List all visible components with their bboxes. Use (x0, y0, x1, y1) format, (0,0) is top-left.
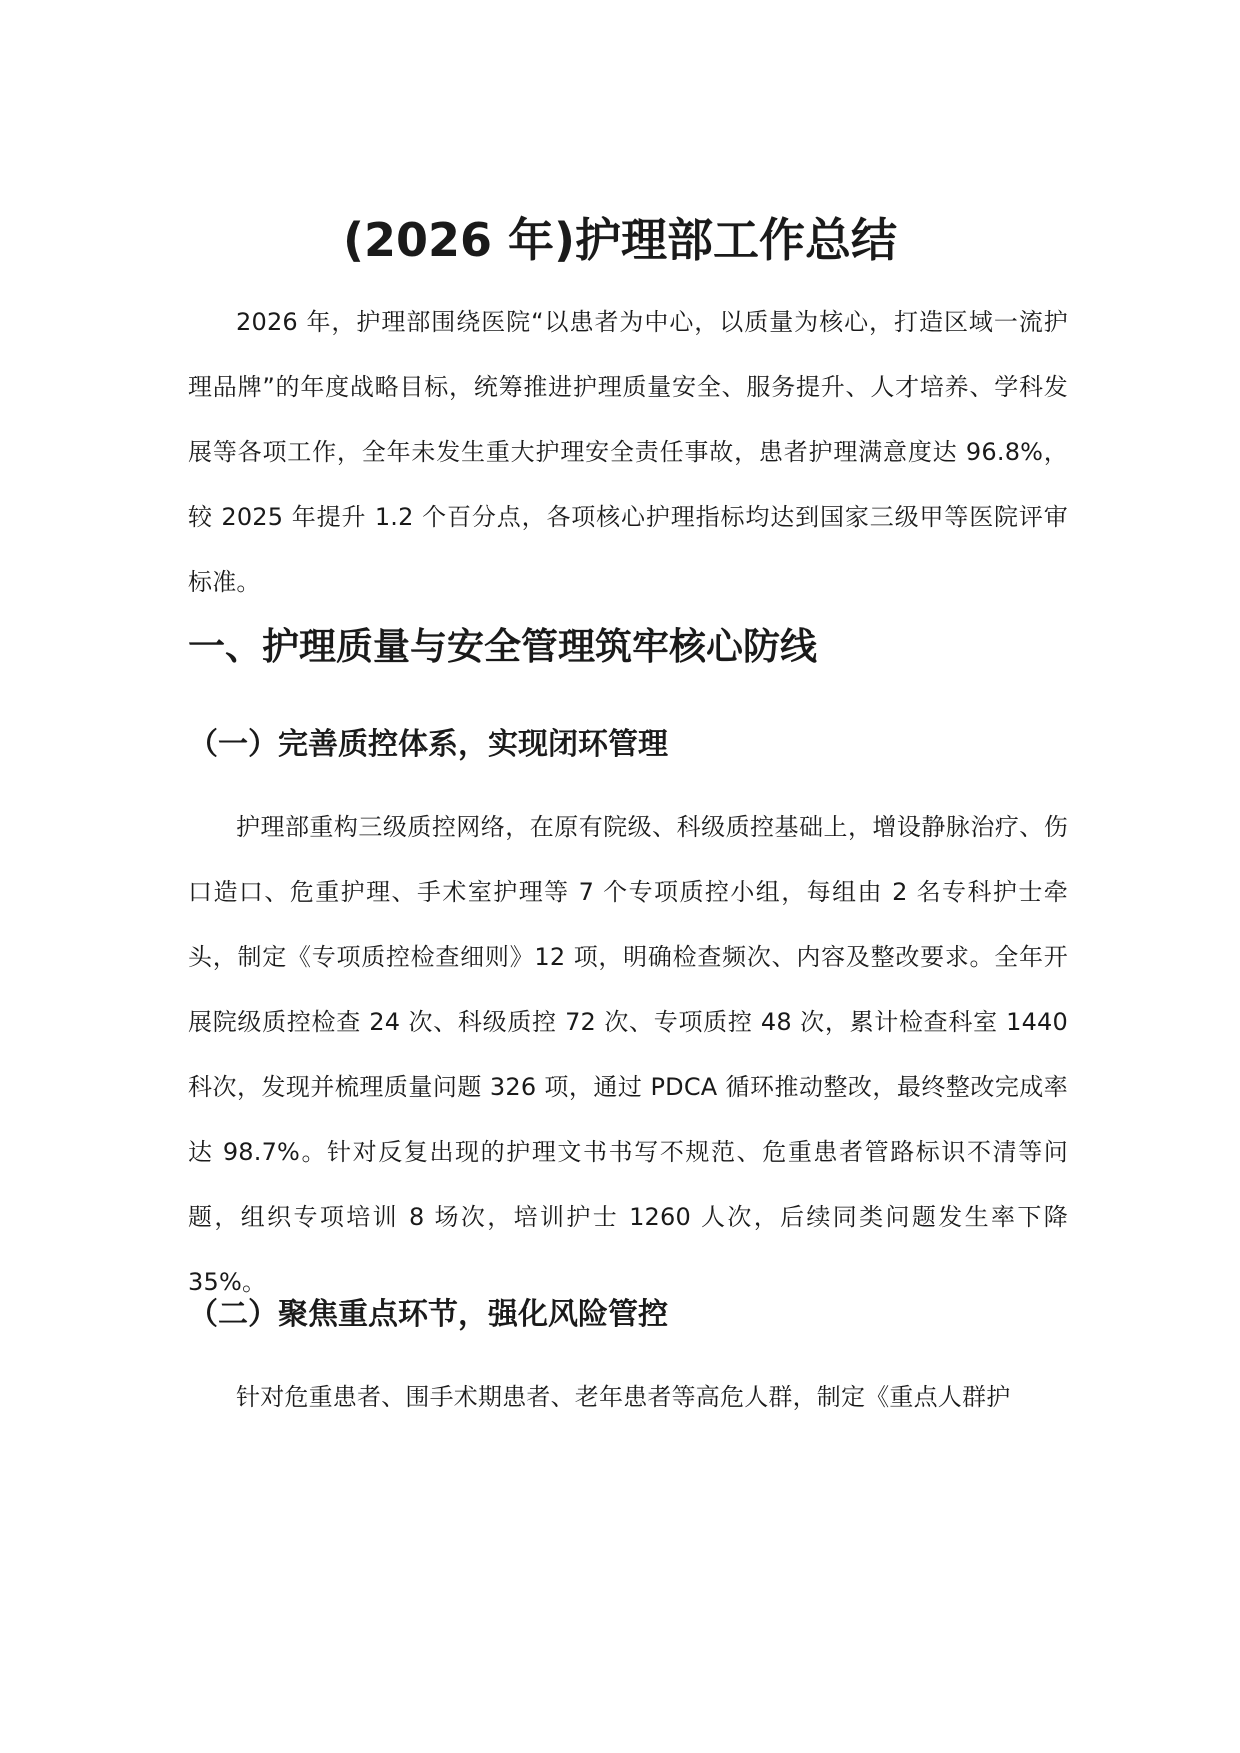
document-title: (2026 年)护理部工作总结 (342, 213, 898, 267)
intro-paragraph: 2026 年，护理部围绕医院“以患者为中心，以质量为核心，打造区域一流护理品牌”的年度战略目标，统筹推进护理质量安全、服务提升、人才培养、学科发展等各项工作，全年未发生重大护理安全责任事故，患者护理满意度达 96.8%，较 2025 年提升 1.2 个百分点，各项核心护理指标均达到国家三级甲等医院评审标准。 (188, 308, 1068, 596)
section-heading-quality-safety: 一、护理质量与安全管理筑牢核心防线 (188, 625, 817, 668)
subsection-heading-risk-control: （二）聚焦重点环节，强化风险管控 (188, 1297, 668, 1332)
subsection-heading-quality-control: （一）完善质控体系，实现闭环管理 (188, 727, 668, 762)
quality-control-paragraph: 护理部重构三级质控网络，在原有院级、科级质控基础上，增设静脉治疗、伤口造口、危重护理、手术室护理等 7 个专项质控小组，每组由 2 名专科护士牵头，制定《专项质控检查细则》12 项，明确检查频次、内容及整改要求。全年开展院级质控检查 24 次、科级质控 72 次、专项质控 48 次，累计检查科室 1440 科次，发现并梳理质量问题 326 项，通过 PDCA 循环推动整改，最终整改完成率达 98.7%。针对反复出现的护理文书书写不规范、危重患者管路标识不清等问题，组织专项培训 8 场次，培训护士 1260 人次，后续同类问题发生率下降 35%。 (188, 813, 1068, 1296)
risk-control-paragraph: 针对危重患者、围手术期患者、老年患者等高危人群，制定《重点人群护 (236, 1383, 1011, 1411)
